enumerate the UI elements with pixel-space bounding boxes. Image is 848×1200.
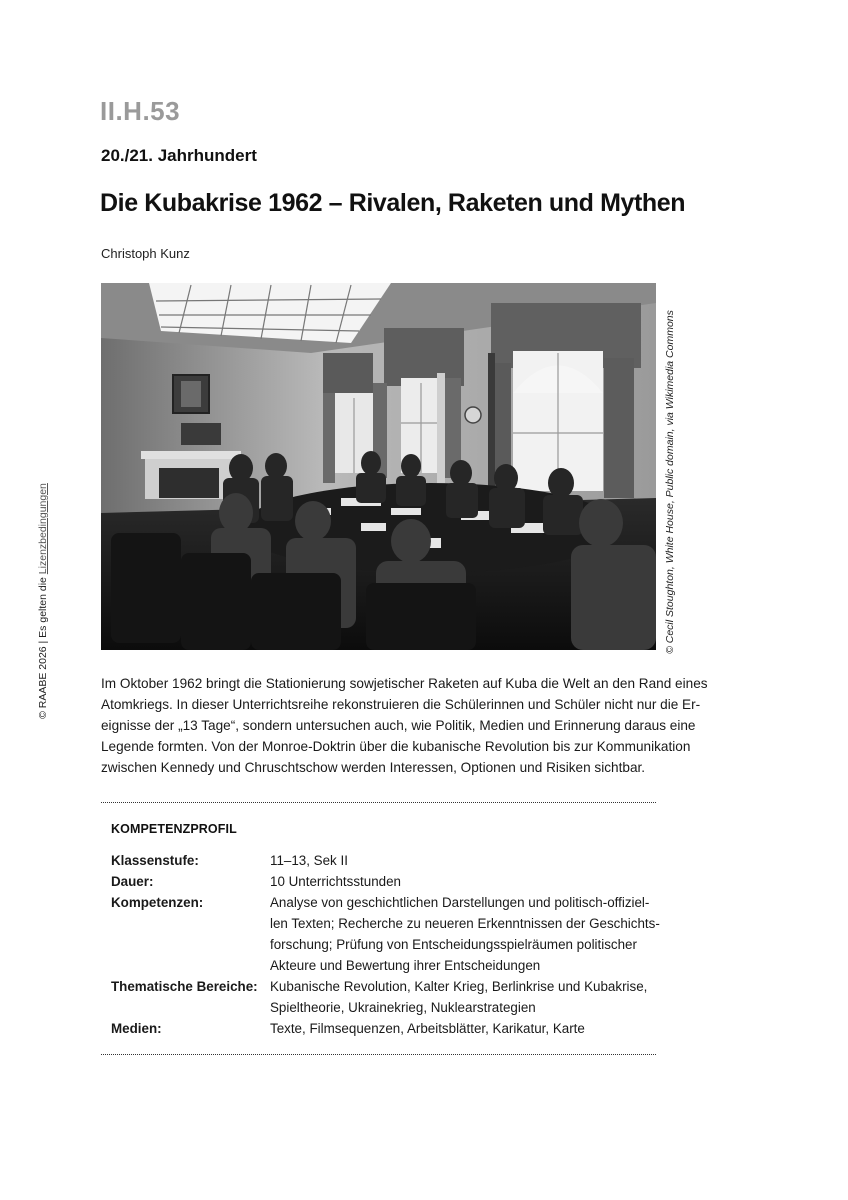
profile-value-line: len Texten; Recherche zu neueren Erkenntnissen der Geschichts- <box>270 916 660 931</box>
profile-value-line: 10 Unterrichtsstunden <box>270 874 402 889</box>
license-link[interactable]: Lizenzbedingungen <box>37 483 49 575</box>
profile-value <box>270 976 656 1018</box>
page-title: Die Kubakrise 1962 – Rivalen, Raketen und Mythen <box>100 189 686 217</box>
unit-code: II.H.53 <box>100 96 181 126</box>
intro-line: Legende formten. Von der Monroe-Doktrin über die kubanische Revolution bis zur Kommunikation <box>101 739 691 754</box>
profile-label: Dauer: <box>111 874 154 889</box>
intro-line: zwischen Kennedy und Chruschtschow werden Interessen, Optionen und Risiken sichtbar. <box>101 760 646 775</box>
license-notice <box>36 485 50 717</box>
profile-row-topics <box>111 976 656 1018</box>
photo-credit-text: © Cecil Stoughton, White House, Public domain, via Wikimedia Commons <box>664 309 676 654</box>
profile-label: Thematische Bereiche: <box>111 979 258 994</box>
profile-value <box>270 1018 656 1039</box>
profile-label: Medien: <box>111 1021 162 1036</box>
intro-line: Im Oktober 1962 bringt die Stationierung sowjetischer Raketen auf Kuba die Welt an den Rand eines <box>101 676 708 691</box>
cabinet-room-photo <box>101 283 656 650</box>
profile-value-line: forschung; Prüfung von Entscheidungsspielräumen politischer <box>270 937 637 952</box>
profile-value-line: Akteure und Bewertung ihrer Entscheidungen <box>270 958 541 973</box>
profile-label: Klassenstufe: <box>111 853 199 868</box>
era-subtitle: 20./21. Jahrhundert <box>101 146 257 165</box>
competence-profile <box>111 822 660 1039</box>
profile-row-media <box>111 1018 656 1039</box>
profile-row-grade <box>111 850 656 871</box>
copyright-text: © RAABE 2026 | Es gelten die <box>37 574 49 719</box>
profile-value-line: Texte, Filmsequenzen, Arbeitsblätter, Karikatur, Karte <box>270 1021 585 1036</box>
profile-value-line: Analyse von geschichtlichen Darstellungen und politisch-offiziel- <box>270 895 650 910</box>
photo-credit <box>662 309 678 654</box>
divider-bottom <box>101 1054 656 1055</box>
intro-line: Atomkriegs. In dieser Unterrichtsreihe rekonstruieren die Schülerinnen und Schüler nicht nur die Er- <box>101 697 701 712</box>
author-name: Christoph Kunz <box>101 246 190 261</box>
divider-top <box>101 802 656 803</box>
profile-row-duration <box>111 871 656 892</box>
profile-value-line: 11–13, Sek II <box>270 853 348 868</box>
profile-value <box>270 871 656 892</box>
profile-value-line: Spieltheorie, Ukrainekrieg, Nuklearstrategien <box>270 1000 536 1015</box>
intro-paragraph <box>101 673 708 778</box>
profile-value <box>270 892 660 976</box>
profile-heading: KOMPETENZPROFIL <box>111 822 237 836</box>
intro-line: eignisse der „13 Tage“, sondern untersuchen auch, wie Politik, Medien und Erinnerung daraus eine <box>101 718 696 733</box>
profile-value-line: Kubanische Revolution, Kalter Krieg, Berlinkrise und Kubakrise, <box>270 979 648 994</box>
profile-label: Kompetenzen: <box>111 895 204 910</box>
photo-illustration <box>101 283 656 650</box>
profile-row-competencies <box>111 892 660 976</box>
profile-value <box>270 850 656 871</box>
